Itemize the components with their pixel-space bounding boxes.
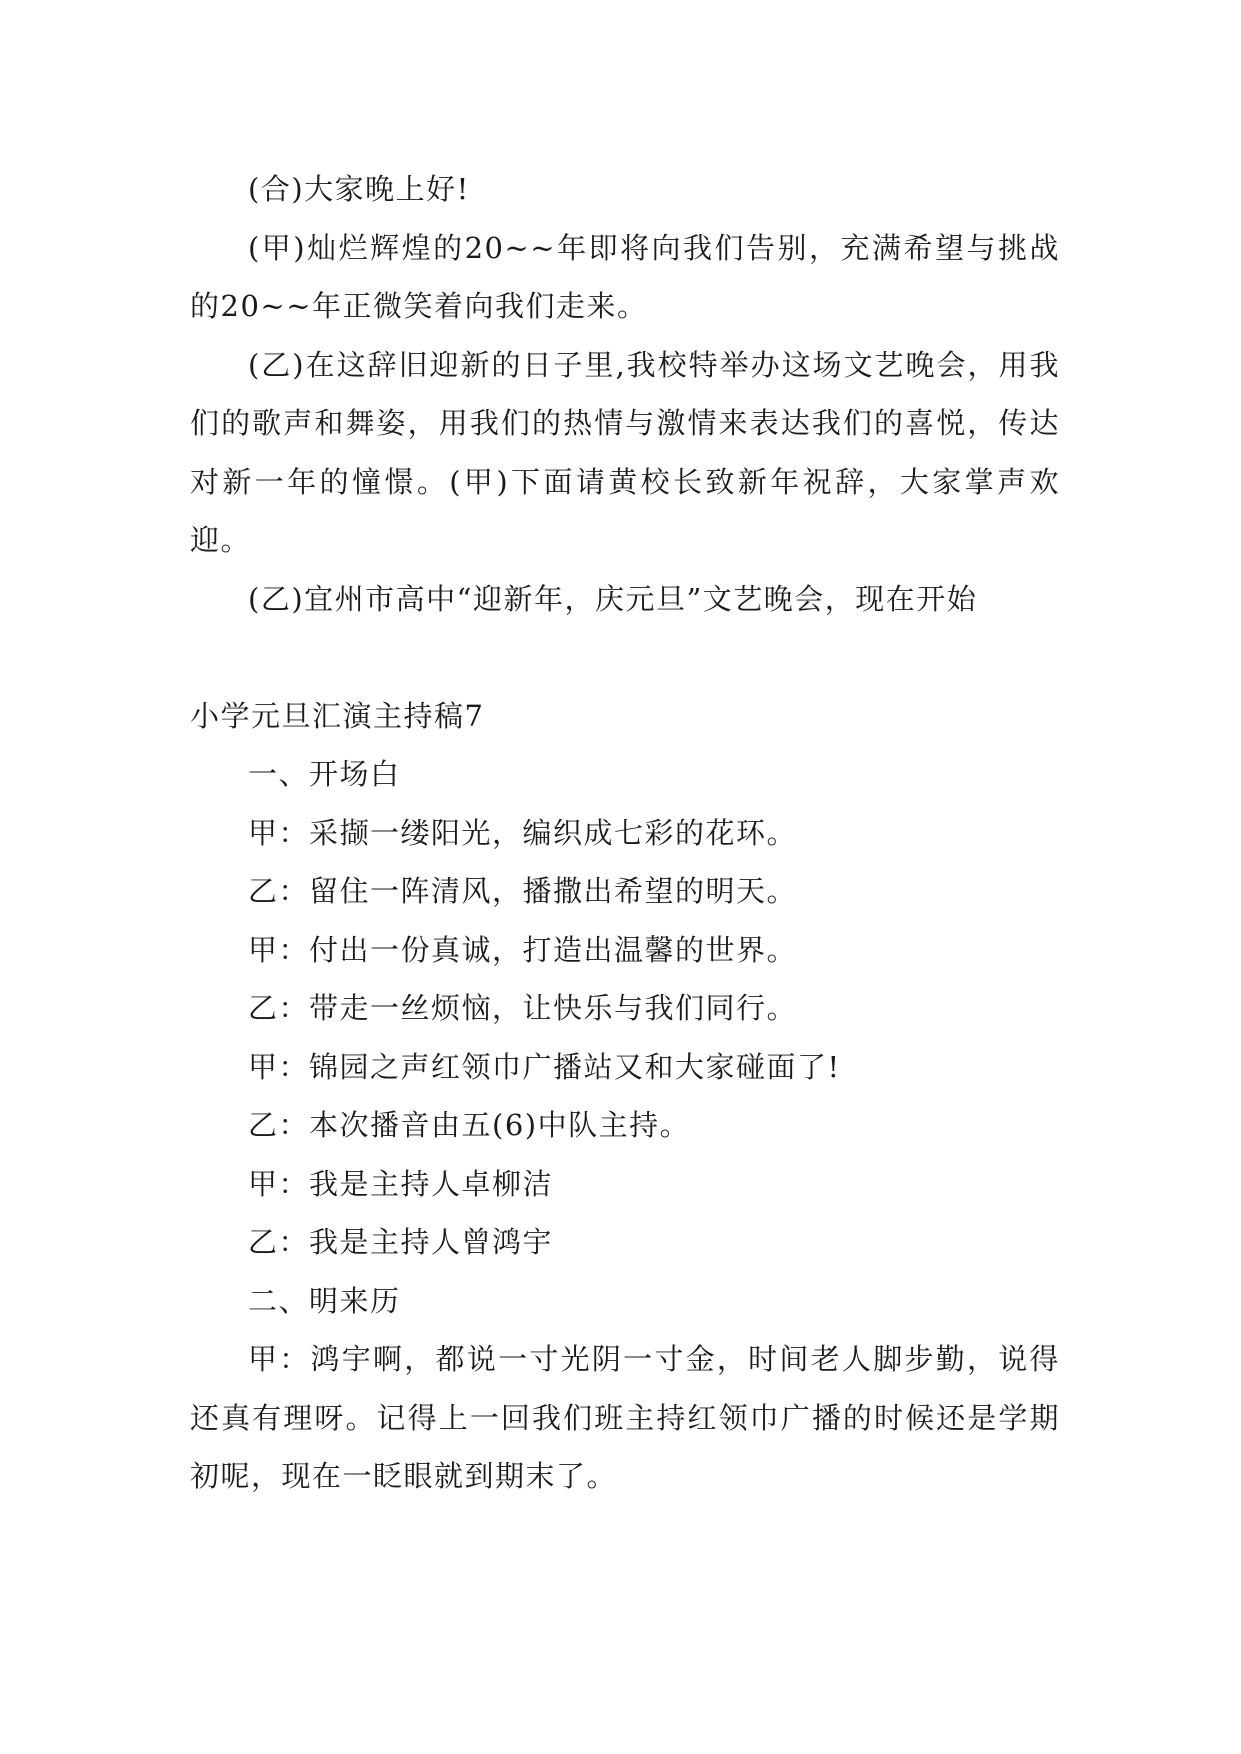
dialogue-line: 甲：锦园之声红领巾广播站又和大家碰面了! <box>248 1049 841 1084</box>
subheading: 二、明来历 <box>248 1283 401 1318</box>
dialogue-line: 乙：留住一阵清风，播撒出希望的明天。 <box>248 874 798 908</box>
paragraph: (乙)在这辞旧迎新的日子里,我校特举办这场文艺晚会，用我们的歌声和舞姿，用我们的热情与激情来表达我们的喜悦，传达对新一年的憧憬。(甲)下面请黄校长致新年祝辞，大家掌声欢迎。 <box>190 347 1060 557</box>
dialogue-line: 乙：我是主持人曾鸿宇 <box>248 1225 554 1259</box>
dialogue-line: 甲：我是主持人卓柳洁 <box>248 1166 554 1201</box>
dialogue-line: 甲：鸿宇啊，都说一寸光阴一寸金，时间老人脚步勤，说得还真有理呀。记得上一回我们班主持红领巾广播的时候还是学期初呢，现在一眨眼就到期末了。 <box>190 1342 1060 1493</box>
paragraph: (合)大家晚上好! <box>248 172 470 206</box>
dialogue-line: 甲：采撷一缕阳光，编织成七彩的花环。 <box>248 815 798 850</box>
paragraph: (乙)宜州市高中“迎新年，庆元旦”文艺晚会，现在开始 <box>248 581 978 616</box>
section-title: 小学元旦汇演主持稿7 <box>190 698 485 733</box>
blank-line <box>190 628 1060 687</box>
document-body <box>190 160 1060 1506</box>
dialogue-line: 乙：带走一丝烦恼，让快乐与我们同行。 <box>248 991 798 1025</box>
subheading: 一、开场白 <box>248 757 401 791</box>
dialogue-line: 乙：本次播音由五(6)中队主持。 <box>248 1108 691 1142</box>
dialogue-line: 甲：付出一份真诚，打造出温馨的世界。 <box>248 932 798 967</box>
paragraph: (甲)灿烂辉煌的20~~年即将向我们告别，充满希望与挑战的20~~年正微笑着向我们走来。 <box>190 230 1060 323</box>
